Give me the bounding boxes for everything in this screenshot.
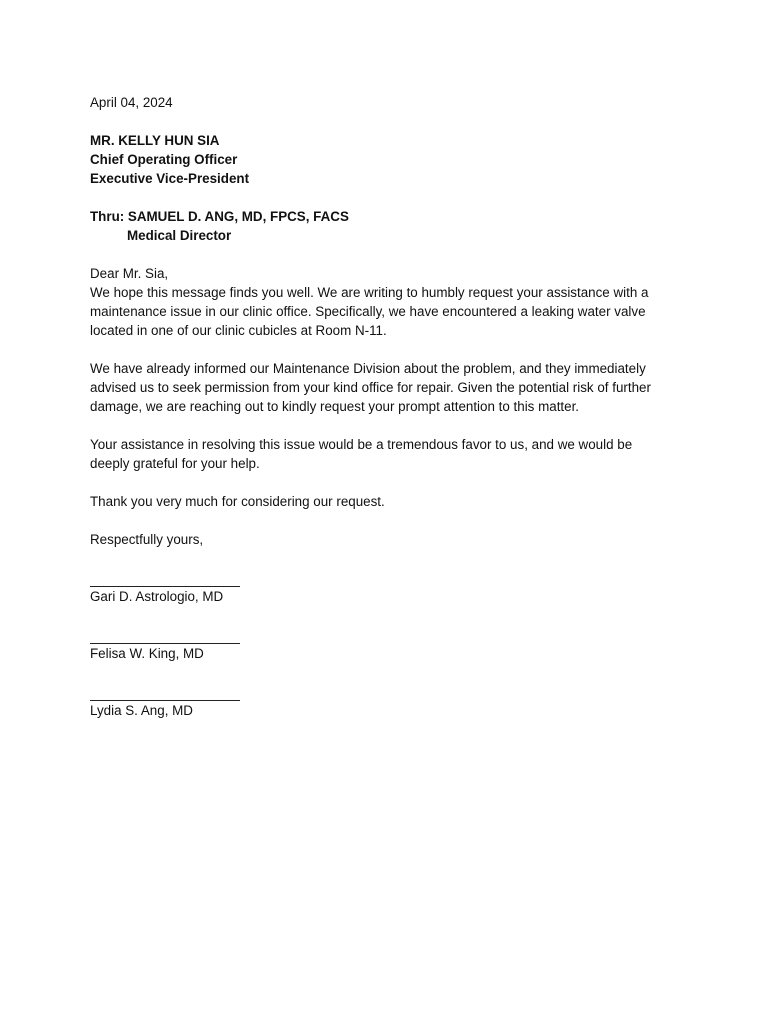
thru-name: Thru: SAMUEL D. ANG, MD, FPCS, FACS xyxy=(90,209,349,224)
recipient-name: MR. KELLY HUN SIA xyxy=(90,133,220,148)
paragraph-line: damage, we are reaching out to kindly request your prompt attention to this matter. xyxy=(90,399,580,414)
signature-block xyxy=(90,572,690,720)
paragraph-gratitude xyxy=(90,435,690,473)
paragraph-line: Your assistance in resolving this issue would be a tremendous favor to us, and we would be xyxy=(90,437,633,452)
paragraph-request xyxy=(90,283,690,340)
paragraph-line: Thank you very much for considering our request. xyxy=(90,494,385,509)
signatory-name: Lydia S. Ang, MD xyxy=(90,703,193,718)
recipient-title-secondary: Executive Vice-President xyxy=(90,171,250,186)
paragraph-line: maintenance issue in our clinic office. Specifically, we have encountered a leaking water valve xyxy=(90,304,646,319)
signatory-name: Felisa W. King, MD xyxy=(90,646,204,661)
signature-line xyxy=(90,686,240,701)
thru-role: Medical Director xyxy=(127,228,232,243)
paragraph-maintenance xyxy=(90,359,690,416)
paragraph-line: advised us to seek permission from your kind office for repair. Given the potential risk of further xyxy=(90,380,651,395)
paragraph-line: located in one of our clinic cubicles at Room N-11. xyxy=(90,323,387,338)
paragraph-line: We hope this message finds you well. We are writing to humbly request your assistance with a xyxy=(90,285,649,300)
signature-line xyxy=(90,572,240,587)
paragraph-line: We have already informed our Maintenance Division about the problem, and they immediately xyxy=(90,361,646,376)
signatory-name: Gari D. Astrologio, MD xyxy=(90,589,224,604)
paragraph-thanks xyxy=(90,492,690,511)
closing: Respectfully yours, xyxy=(90,532,204,547)
recipient-block xyxy=(90,131,690,188)
salutation: Dear Mr. Sia, xyxy=(90,266,169,281)
letter-body xyxy=(90,93,690,720)
recipient-title: Chief Operating Officer xyxy=(90,152,238,167)
paragraph-line: deeply grateful for your help. xyxy=(90,456,260,471)
signature-line xyxy=(90,629,240,644)
thru-block xyxy=(90,207,690,245)
letter-date: April 04, 2024 xyxy=(90,95,173,110)
